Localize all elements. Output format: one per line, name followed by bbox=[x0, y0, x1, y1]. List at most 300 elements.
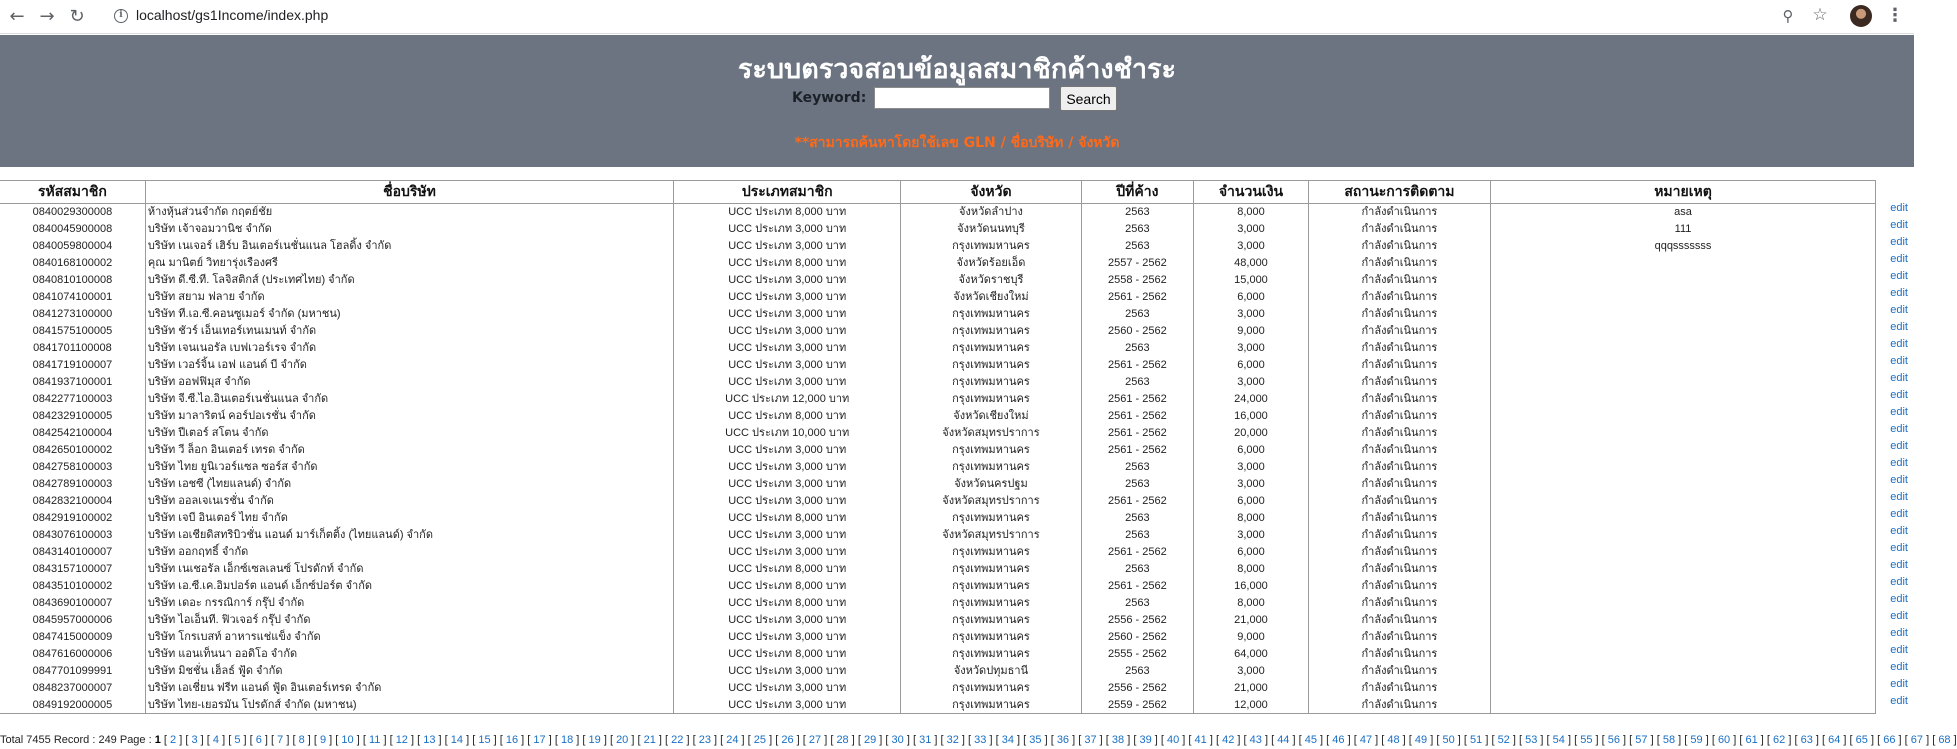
page-link[interactable]: 23 bbox=[698, 734, 711, 746]
page-link[interactable]: 9 bbox=[320, 734, 327, 746]
cell-member-id: 0841937100001 bbox=[0, 374, 145, 391]
pager-separator: ] bbox=[628, 734, 635, 746]
cell-province: กรุงเทพมหานคร bbox=[901, 357, 1081, 374]
edit-link[interactable]: edit bbox=[1890, 287, 1908, 299]
pager-separator: [ bbox=[1515, 734, 1526, 746]
cell-member-id: 0847616000006 bbox=[0, 646, 145, 663]
page-link[interactable]: 65 bbox=[1855, 734, 1868, 746]
table-row bbox=[0, 578, 1876, 595]
cell-remark bbox=[1491, 612, 1876, 629]
cell-overdue-years: 2563 bbox=[1081, 374, 1194, 391]
cell-member-id: 0843690100007 bbox=[0, 595, 145, 612]
cell-member-id: 0842542100004 bbox=[0, 425, 145, 442]
pager-separator: [ bbox=[1626, 734, 1636, 746]
cell-company-name: บริษัท เจนเนอรัล เบฟเวอร์เรจ จำกัด bbox=[145, 340, 673, 357]
page-link[interactable]: 48 bbox=[1387, 734, 1400, 746]
pager-separator: [ bbox=[182, 734, 192, 746]
table-row bbox=[0, 323, 1876, 340]
edit-link[interactable]: edit bbox=[1890, 236, 1908, 248]
page-link[interactable]: 8 bbox=[298, 734, 305, 746]
page-link[interactable]: 34 bbox=[1001, 734, 1014, 746]
cell-company-name: บริษัท ชัวร์ เอ็นเทอร์เทนเมนท์ จำกัด bbox=[145, 323, 673, 340]
pager-separator: [ bbox=[310, 734, 320, 746]
cell-member-type: UCC ประเภท 3,000 บาท bbox=[674, 306, 901, 323]
zoom-icon[interactable]: ⚲ bbox=[1782, 7, 1794, 25]
edit-link[interactable]: edit bbox=[1890, 576, 1908, 588]
cell-follow-status: กำลังดำเนินการ bbox=[1308, 595, 1490, 612]
page-link[interactable]: 56 bbox=[1607, 734, 1620, 746]
cell-remark bbox=[1491, 391, 1876, 408]
cell-remark bbox=[1491, 697, 1876, 714]
pager-separator: ] bbox=[738, 734, 745, 746]
cell-province: จังหวัดเชียงใหม่ bbox=[901, 289, 1081, 306]
pager-separator: ] bbox=[1564, 734, 1572, 746]
pager-separator: [ bbox=[1185, 734, 1195, 746]
cell-province: จังหวัดนครปฐม bbox=[901, 476, 1081, 493]
page-link[interactable]: 13 bbox=[423, 734, 436, 746]
cell-follow-status: กำลังดำเนินการ bbox=[1308, 561, 1490, 578]
page-link[interactable]: 59 bbox=[1690, 734, 1703, 746]
cell-member-id: 0842789100003 bbox=[0, 476, 145, 493]
cell-overdue-years: 2556 - 2562 bbox=[1081, 680, 1194, 697]
cell-overdue-years: 2563 bbox=[1081, 527, 1194, 544]
edit-link[interactable]: edit bbox=[1890, 542, 1908, 554]
cell-overdue-years: 2555 - 2562 bbox=[1081, 646, 1194, 663]
page-link[interactable]: 55 bbox=[1580, 734, 1593, 746]
page-link[interactable]: 6 bbox=[255, 734, 262, 746]
pager-separator: [ bbox=[359, 734, 369, 746]
pager-separator: ] bbox=[380, 734, 387, 746]
pager-separator: ] bbox=[903, 734, 910, 746]
page-link[interactable]: 11 bbox=[368, 734, 381, 746]
column-header-remark: หมายเหตุ bbox=[1491, 181, 1876, 204]
cell-province: กรุงเทพมหานคร bbox=[901, 238, 1081, 255]
pager-separator: [ bbox=[1047, 734, 1057, 746]
pager-separator: ] bbox=[304, 734, 311, 746]
cell-company-name: บริษัท แอนเท็นนา ออดิโอ จำกัด bbox=[145, 646, 673, 663]
page-link[interactable]: 39 bbox=[1139, 734, 1152, 746]
pager-separator: [ bbox=[1791, 734, 1801, 746]
forward-arrow-icon[interactable]: → bbox=[39, 6, 55, 27]
pager-separator: ] bbox=[176, 734, 183, 746]
table-row bbox=[0, 680, 1876, 697]
cell-remark bbox=[1491, 323, 1876, 340]
cell-member-id: 0841701100008 bbox=[0, 340, 145, 357]
page-link[interactable]: 47 bbox=[1359, 734, 1373, 746]
pager-separator: [ bbox=[579, 734, 589, 746]
edit-link[interactable]: edit bbox=[1890, 661, 1908, 673]
page-link[interactable]: 35 bbox=[1029, 734, 1042, 746]
page-link[interactable]: 46 bbox=[1332, 734, 1345, 746]
cell-amount: 8,000 bbox=[1194, 595, 1309, 612]
page-link[interactable]: 40 bbox=[1167, 734, 1180, 746]
pager-separator: [ bbox=[332, 734, 342, 746]
cell-amount: 12,000 bbox=[1194, 697, 1309, 714]
cell-company-name: บริษัท เนเจอร์ เฮิร์บ อินเตอร์เนชั่นแนล โฮลดิ้ง จำกัด bbox=[145, 238, 673, 255]
edit-link[interactable]: edit bbox=[1890, 423, 1908, 435]
page-link[interactable]: 2 bbox=[170, 734, 177, 746]
cell-follow-status: กำลังดำเนินการ bbox=[1308, 493, 1490, 510]
page-link[interactable]: 62 bbox=[1773, 734, 1786, 746]
edit-link[interactable]: edit bbox=[1890, 525, 1908, 537]
pager-separator: ] bbox=[283, 734, 290, 746]
pager-separator: [ bbox=[1212, 734, 1223, 746]
edit-link[interactable]: edit bbox=[1890, 253, 1908, 265]
page-link[interactable]: 7 bbox=[277, 734, 284, 746]
cell-overdue-years: 2561 - 2562 bbox=[1081, 544, 1194, 561]
table-row bbox=[0, 527, 1876, 544]
pager-separator: ] bbox=[1730, 734, 1737, 746]
table-row bbox=[0, 391, 1876, 408]
cell-member-type: UCC ประเภท 3,000 บาท bbox=[674, 493, 901, 510]
cell-amount: 8,000 bbox=[1194, 561, 1309, 578]
pager-separator: [ bbox=[1598, 734, 1608, 746]
edit-link[interactable]: edit bbox=[1890, 304, 1908, 316]
cell-amount: 3,000 bbox=[1194, 374, 1309, 391]
pager-separator: [ bbox=[289, 734, 299, 746]
cell-member-id: 0842650100002 bbox=[0, 442, 145, 459]
page-link[interactable]: 17 bbox=[533, 734, 546, 746]
cell-follow-status: กำลังดำเนินการ bbox=[1308, 340, 1490, 357]
page-link[interactable]: 54 bbox=[1552, 734, 1565, 746]
page-link[interactable]: 45 bbox=[1304, 734, 1317, 746]
cell-member-type: UCC ประเภท 8,000 บาท bbox=[674, 510, 901, 527]
edit-link[interactable]: edit bbox=[1890, 559, 1908, 571]
edit-link[interactable]: edit bbox=[1890, 474, 1908, 486]
table-row bbox=[0, 697, 1876, 714]
cell-follow-status: กำลังดำเนินการ bbox=[1308, 510, 1490, 527]
column-header-member-id: รหัสสมาชิก bbox=[0, 181, 145, 204]
page-link[interactable]: 25 bbox=[753, 734, 767, 746]
edit-link[interactable]: edit bbox=[1890, 338, 1908, 350]
pager-separator: ] bbox=[1785, 734, 1792, 746]
cell-company-name: บริษัท มาลาริตน์ คอร์ปอเรชั่น จำกัด bbox=[145, 408, 673, 425]
reload-icon[interactable]: ↻ bbox=[69, 6, 85, 27]
browser-toolbar bbox=[0, 0, 1914, 34]
edit-link[interactable]: edit bbox=[1890, 270, 1908, 282]
page-link[interactable]: 52 bbox=[1497, 734, 1510, 746]
cell-remark bbox=[1491, 340, 1876, 357]
cell-member-id: 0841719100007 bbox=[0, 357, 145, 374]
cell-province: กรุงเทพมหานคร bbox=[901, 578, 1081, 595]
pager-separator: ] bbox=[1427, 734, 1434, 746]
cell-overdue-years: 2563 bbox=[1081, 561, 1194, 578]
edit-link[interactable]: edit bbox=[1890, 202, 1908, 214]
edit-link[interactable]: edit bbox=[1890, 355, 1908, 367]
table-row bbox=[0, 612, 1876, 629]
pager-separator: [ bbox=[1130, 734, 1140, 746]
page-link[interactable]: 14 bbox=[450, 734, 464, 746]
cell-amount: 3,000 bbox=[1194, 476, 1309, 493]
table-row bbox=[0, 425, 1876, 442]
page-link[interactable]: 5 bbox=[234, 734, 241, 746]
cell-province: กรุงเทพมหานคร bbox=[901, 510, 1081, 527]
cell-follow-status: กำลังดำเนินการ bbox=[1308, 663, 1490, 680]
site-info-icon[interactable]: i bbox=[114, 9, 128, 23]
cell-amount: 3,000 bbox=[1194, 221, 1309, 238]
pager-separator: ] bbox=[1179, 734, 1186, 746]
edit-link[interactable]: edit bbox=[1890, 321, 1908, 333]
cell-member-type: UCC ประเภท 3,000 บาท bbox=[674, 544, 901, 561]
cell-follow-status: กำลังดำเนินการ bbox=[1308, 680, 1490, 697]
cell-amount: 8,000 bbox=[1194, 204, 1309, 221]
pager-separator: [ bbox=[827, 734, 837, 746]
page-link[interactable]: 24 bbox=[726, 734, 739, 746]
page-link[interactable]: 10 bbox=[341, 734, 354, 746]
cell-remark bbox=[1491, 595, 1876, 612]
pager-separator: ] bbox=[958, 734, 965, 746]
page-link[interactable]: 37 bbox=[1084, 734, 1097, 746]
cell-member-id: 0842758100003 bbox=[0, 459, 145, 476]
cell-member-type: UCC ประเภท 3,000 บาท bbox=[674, 459, 901, 476]
edit-link[interactable]: edit bbox=[1890, 610, 1908, 622]
cell-province: จังหวัดนนทบุรี bbox=[901, 221, 1081, 238]
cell-overdue-years: 2563 bbox=[1081, 663, 1194, 680]
table-row bbox=[0, 442, 1876, 459]
pager-separator: ] bbox=[353, 734, 360, 746]
page-link[interactable]: 58 bbox=[1662, 734, 1676, 746]
pager-separator: [ bbox=[1075, 734, 1085, 746]
more-menu-icon[interactable]: ⋮ bbox=[1886, 5, 1904, 26]
address-bar[interactable]: localhost/gs1Income/index.php bbox=[136, 7, 329, 23]
page-link[interactable]: 44 bbox=[1277, 734, 1290, 746]
cell-amount: 6,000 bbox=[1194, 289, 1309, 306]
table-row bbox=[0, 629, 1876, 646]
page-link[interactable]: 57 bbox=[1635, 734, 1648, 746]
cell-member-id: 0840168100002 bbox=[0, 255, 145, 272]
page-link[interactable]: 53 bbox=[1525, 734, 1538, 746]
cell-province: จังหวัดร้อยเอ็ด bbox=[901, 255, 1081, 272]
cell-overdue-years: 2557 - 2562 bbox=[1081, 255, 1194, 272]
cell-amount: 6,000 bbox=[1194, 442, 1309, 459]
cell-province: กรุงเทพมหานคร bbox=[901, 544, 1081, 561]
keyword-input[interactable] bbox=[874, 87, 1050, 109]
edit-link[interactable]: edit bbox=[1890, 372, 1908, 384]
page-link[interactable]: 67 bbox=[1910, 734, 1924, 746]
cell-member-type: UCC ประเภท 3,000 บาท bbox=[674, 340, 901, 357]
pager-separator: ] bbox=[931, 734, 938, 746]
pager-separator: ] bbox=[1647, 734, 1654, 746]
cell-amount: 64,000 bbox=[1194, 646, 1309, 663]
cell-member-type: UCC ประเภท 3,000 บาท bbox=[674, 629, 901, 646]
pager-separator: [ bbox=[1268, 734, 1278, 746]
page-link[interactable]: 51 bbox=[1470, 734, 1483, 746]
pager-separator: [ bbox=[1653, 734, 1663, 746]
edit-link[interactable]: edit bbox=[1890, 508, 1908, 520]
cell-company-name: บริษัท เจ้าจอมวานิช จำกัด bbox=[145, 221, 673, 238]
pager-separator: [ bbox=[1378, 734, 1388, 746]
cell-member-type: UCC ประเภท 10,000 บาท bbox=[674, 425, 901, 442]
table-row bbox=[0, 306, 1876, 323]
cell-remark bbox=[1491, 544, 1876, 561]
search-button[interactable]: Search bbox=[1060, 86, 1117, 111]
pager-separator: ] bbox=[1316, 734, 1324, 746]
page-link[interactable]: 32 bbox=[946, 734, 959, 746]
cell-member-id: 0849192000005 bbox=[0, 697, 145, 714]
edit-link[interactable]: edit bbox=[1890, 644, 1908, 656]
cell-overdue-years: 2563 bbox=[1081, 204, 1194, 221]
cell-member-type: UCC ประเภท 8,000 บาท bbox=[674, 561, 901, 578]
cell-follow-status: กำลังดำเนินการ bbox=[1308, 459, 1490, 476]
edit-link[interactable]: edit bbox=[1890, 491, 1908, 503]
page-link[interactable]: 21 bbox=[643, 734, 656, 746]
page-link[interactable]: 68 bbox=[1938, 734, 1951, 746]
page-link[interactable]: 4 bbox=[212, 734, 220, 746]
cell-member-type: UCC ประเภท 8,000 บาท bbox=[674, 204, 901, 221]
cell-remark bbox=[1491, 646, 1876, 663]
table-row bbox=[0, 374, 1876, 391]
pager-separator: [ bbox=[1901, 734, 1911, 746]
page-link[interactable]: 61 bbox=[1745, 734, 1758, 746]
page-link[interactable]: 31 bbox=[919, 734, 932, 746]
page-link[interactable]: 41 bbox=[1194, 734, 1207, 746]
page-link[interactable]: 33 bbox=[974, 734, 987, 746]
cell-member-id: 0840029300008 bbox=[0, 204, 145, 221]
pager-separator: [ bbox=[551, 734, 561, 746]
page-link[interactable]: 38 bbox=[1111, 734, 1125, 746]
table-row bbox=[0, 289, 1876, 306]
cell-member-type: UCC ประเภท 8,000 บาท bbox=[674, 408, 901, 425]
page-link[interactable]: 27 bbox=[808, 734, 822, 746]
cell-follow-status: กำลังดำเนินการ bbox=[1308, 306, 1490, 323]
cell-member-id: 0842277100003 bbox=[0, 391, 145, 408]
cell-remark bbox=[1491, 663, 1876, 680]
column-header-member-type: ประเภทสมาชิก bbox=[674, 181, 901, 204]
cell-remark bbox=[1491, 561, 1876, 578]
page-link[interactable]: 26 bbox=[781, 734, 794, 746]
cell-overdue-years: 2563 bbox=[1081, 510, 1194, 527]
page-link[interactable]: 60 bbox=[1717, 734, 1731, 746]
cell-company-name: บริษัท เอ.ซี.เค.อิมปอร์ต แอนด์ เอ็กซ์ปอร์ต จำกัด bbox=[145, 578, 673, 595]
edit-link[interactable]: edit bbox=[1890, 457, 1908, 469]
page-link[interactable]: 20 bbox=[616, 734, 629, 746]
pager-separator: [ bbox=[496, 734, 506, 746]
back-arrow-icon[interactable]: ← bbox=[9, 6, 25, 27]
edit-link[interactable]: edit bbox=[1890, 440, 1908, 452]
pager-separator: ] bbox=[490, 734, 497, 746]
cell-amount: 21,000 bbox=[1194, 680, 1309, 697]
cell-company-name: บริษัท ออฟฟิมุส จำกัด bbox=[145, 374, 673, 391]
cell-member-id: 0840045900008 bbox=[0, 221, 145, 238]
column-header-province: จังหวัด bbox=[901, 181, 1081, 204]
pager-separator: ] bbox=[1867, 734, 1875, 746]
pager-separator: [ bbox=[1874, 734, 1884, 746]
edit-link[interactable]: edit bbox=[1890, 406, 1908, 418]
cell-province: กรุงเทพมหานคร bbox=[901, 629, 1081, 646]
cell-overdue-years: 2563 bbox=[1081, 221, 1194, 238]
cell-remark bbox=[1491, 425, 1876, 442]
cell-province: กรุงเทพมหานคร bbox=[901, 442, 1081, 459]
pager-separator: [ bbox=[882, 734, 892, 746]
record-summary: Total 7455 Record : 249 Page : bbox=[0, 734, 152, 746]
cell-member-type: UCC ประเภท 8,000 บาท bbox=[674, 646, 901, 663]
pager-separator: ] bbox=[1812, 734, 1819, 746]
page-link[interactable]: 36 bbox=[1056, 734, 1070, 746]
profile-avatar[interactable] bbox=[1850, 5, 1872, 27]
cell-member-type: UCC ประเภท 3,000 บาท bbox=[674, 680, 901, 697]
pager-separator: ] bbox=[219, 734, 226, 746]
cell-member-type: UCC ประเภท 3,000 บาท bbox=[674, 272, 901, 289]
pager-separator: ] bbox=[1399, 734, 1406, 746]
pager-separator: ] bbox=[1675, 734, 1682, 746]
page-link[interactable]: 29 bbox=[863, 734, 877, 746]
edit-link[interactable]: edit bbox=[1890, 627, 1908, 639]
page-title: ระบบตรวจสอบข้อมูลสมาชิกค้างชำระ bbox=[737, 54, 1177, 85]
cell-company-name: บริษัท เอเชี่ยน ฟรีท แอนด์ ฟู้ด อินเตอร์เทรด จำกัด bbox=[145, 680, 673, 697]
cell-member-type: UCC ประเภท 3,000 บาท bbox=[674, 527, 901, 544]
page-link[interactable]: 30 bbox=[891, 734, 904, 746]
cell-company-name: บริษัท เจบี อินเตอร์ ไทย จำกัด bbox=[145, 510, 673, 527]
cell-amount: 24,000 bbox=[1194, 391, 1309, 408]
page-link[interactable]: 18 bbox=[560, 734, 574, 746]
cell-follow-status: กำลังดำเนินการ bbox=[1308, 612, 1490, 629]
page-link[interactable]: 12 bbox=[395, 734, 408, 746]
cell-amount: 3,000 bbox=[1194, 340, 1309, 357]
page-link[interactable]: 50 bbox=[1442, 734, 1455, 746]
edit-link[interactable]: edit bbox=[1890, 219, 1908, 231]
table-row bbox=[0, 340, 1876, 357]
edit-link[interactable]: edit bbox=[1890, 593, 1908, 605]
cell-follow-status: กำลังดำเนินการ bbox=[1308, 238, 1490, 255]
page-link[interactable]: 63 bbox=[1800, 734, 1813, 746]
edit-link[interactable]: edit bbox=[1890, 389, 1908, 401]
pager-separator: [ bbox=[634, 734, 644, 746]
pager-separator: ] bbox=[407, 734, 415, 746]
cell-overdue-years: 2558 - 2562 bbox=[1081, 272, 1194, 289]
cell-remark bbox=[1491, 255, 1876, 272]
pager-separator: [ bbox=[203, 734, 213, 746]
cell-overdue-years: 2563 bbox=[1081, 238, 1194, 255]
cell-company-name: คุณ มานิตย์ วิทยารุ่งเรืองศรี bbox=[145, 255, 673, 272]
cell-member-type: UCC ประเภท 3,000 บาท bbox=[674, 476, 901, 493]
pager-separator: [ bbox=[744, 734, 754, 746]
page-link[interactable]: 42 bbox=[1222, 734, 1235, 746]
page-link[interactable]: 3 bbox=[191, 734, 198, 746]
cell-company-name: บริษัท เอชซี (ไทยแลนด์) จำกัด bbox=[145, 476, 673, 493]
pager-separator: [ bbox=[1350, 734, 1360, 746]
page-link[interactable]: 49 bbox=[1414, 734, 1428, 746]
bookmark-star-icon[interactable]: ☆ bbox=[1812, 5, 1828, 25]
page-link[interactable]: 28 bbox=[836, 734, 849, 746]
page-link[interactable]: 16 bbox=[505, 734, 519, 746]
pager-separator: ] bbox=[793, 734, 800, 746]
pager-separator: ] bbox=[1344, 734, 1351, 746]
page-header bbox=[0, 35, 1914, 167]
table-row bbox=[0, 646, 1876, 663]
pager-separator: [ bbox=[689, 734, 699, 746]
page-link[interactable]: 15 bbox=[478, 734, 491, 746]
page-link[interactable]: 64 bbox=[1828, 734, 1841, 746]
pager-separator: ] bbox=[1923, 734, 1930, 746]
page-link[interactable]: 43 bbox=[1249, 734, 1262, 746]
pager-separator: [ bbox=[1240, 734, 1250, 746]
pager-separator: [ bbox=[1295, 734, 1305, 746]
cell-member-id: 0842832100004 bbox=[0, 493, 145, 510]
page-link[interactable]: 19 bbox=[588, 734, 601, 746]
cell-province: จังหวัดสมุทรปราการ bbox=[901, 493, 1081, 510]
cell-amount: 9,000 bbox=[1194, 629, 1309, 646]
pager-separator: ] bbox=[573, 734, 580, 746]
cell-follow-status: กำลังดำเนินการ bbox=[1308, 357, 1490, 374]
edit-link[interactable]: edit bbox=[1890, 695, 1908, 707]
cell-overdue-years: 2561 - 2562 bbox=[1081, 578, 1194, 595]
edit-link[interactable]: edit bbox=[1890, 678, 1908, 690]
pager-separator: [ bbox=[1157, 734, 1167, 746]
page-link[interactable]: 66 bbox=[1883, 734, 1896, 746]
cell-follow-status: กำลังดำเนินการ bbox=[1308, 255, 1490, 272]
cell-amount: 16,000 bbox=[1194, 578, 1309, 595]
page-link[interactable]: 22 bbox=[671, 734, 684, 746]
